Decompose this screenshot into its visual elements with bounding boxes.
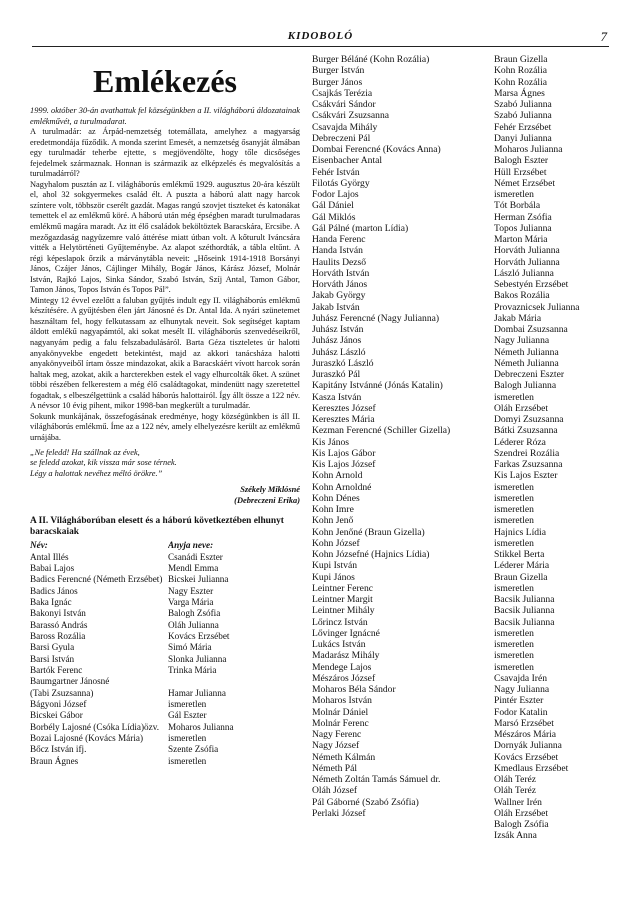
victim-name: Mendege Lajos [312, 661, 372, 673]
victim-name: Kohn Dénes [312, 492, 360, 504]
mother-name: ismeretlen [168, 755, 207, 766]
list-row [30, 620, 300, 631]
victim-name: Kupi István [312, 560, 358, 572]
mother-name: Németh Julianna [494, 357, 559, 369]
victim-name: (Tabi Zsuzsanna) [30, 687, 94, 698]
victim-name: Molnár Dániel [312, 706, 369, 718]
victim-name: Keresztes József [312, 402, 376, 414]
mother-name: ismeretlen [494, 189, 534, 200]
poem-line: Légy a halottak nevéhez méltó örökre.” [30, 468, 163, 478]
list-heading: A II. Világháborúban elesett és a háború következtében elhunyt baracskaiak [30, 516, 284, 538]
mother-name: Mészáros Mária [494, 729, 557, 740]
victim-name: Horváth János [312, 279, 368, 290]
mothers-list-c [494, 54, 616, 842]
victim-name: Burger János [312, 76, 363, 88]
victim-name: Kupi János [312, 571, 355, 583]
mother-name: ismeretlen [168, 699, 207, 710]
victim-name: Kohn József [312, 537, 360, 549]
victim-name: Eisenbacher Antal [312, 155, 383, 167]
mother-name: ismeretlen [494, 391, 534, 403]
mother-name: Farkas Zsuzsanna [494, 459, 563, 470]
victim-name: Barsi Gyula [30, 642, 75, 653]
victim-name: Baross Rozália [30, 630, 86, 641]
mother-name: Bacsik Julianna [494, 616, 555, 628]
article-intro: 1999. október 30-án avathattuk fel községünkben a II. világháború áldozatainak emlékművét, a turulmadarat. [30, 106, 300, 126]
victim-name: Fodor Lajos [312, 189, 359, 200]
list-row [30, 597, 300, 608]
mother-name: Tót Borbála [494, 200, 541, 212]
list-row [30, 722, 300, 733]
mother-name: Kmedlaus Erzsébet [494, 762, 569, 774]
poem [30, 448, 300, 480]
page-header [32, 30, 609, 47]
list-row [30, 756, 300, 767]
victim-name: Kohn Arnold [312, 470, 363, 482]
mother-name: ismeretlen [168, 733, 207, 744]
list-row [30, 676, 300, 687]
list-row [30, 608, 300, 619]
list-row [30, 654, 300, 665]
mother-name: Kohn Rozália [494, 76, 548, 88]
victim-name: Bágyoni József [30, 699, 87, 710]
victim-name: Kohn Arnoldné [312, 481, 372, 493]
victim-name: Nagy József [312, 740, 360, 752]
mother-name: Stikkel Berta [494, 549, 545, 560]
mother-name: ismeretlen [494, 650, 534, 662]
victim-name: Barsi István [30, 653, 75, 664]
mother-name: Nagy Eszter [168, 585, 214, 596]
mother-name: Danyi Julianna [494, 132, 552, 144]
mother-name: Balogh Zsófia [168, 608, 221, 619]
mother-name: Oláh Julianna [168, 619, 219, 630]
victim-name: Barassó András [30, 619, 88, 630]
signature-maiden-name: (Debreczeni Erika) [234, 495, 300, 505]
mother-name: Mendl Emma [168, 562, 219, 573]
victim-name: Lukács István [312, 639, 366, 650]
victim-name: Kis János [312, 436, 350, 448]
mother-name: Bakos Rozália [494, 290, 550, 302]
mother-name: Szente Zsófia [168, 744, 219, 755]
victim-name: Kohn Imre [312, 504, 354, 515]
victim-name: Kohn Józsefné (Hajnics Lídia) [312, 549, 430, 560]
poem-line: se feledd azokat, kik vissza már sose térnek. [30, 458, 177, 468]
victim-name: Kis Lajos Gábor [312, 447, 376, 459]
victim-name: Haulits Dezső [312, 256, 367, 268]
mother-name: Kohn Rozália [494, 65, 548, 77]
article-paragraph: Nagyhalom pusztán az I. világháborús emlékmű 1929. augusztus 20-ára készült el, ahol 32 sokgyermekes család élt. A puszta a háború alatt nagy harcok színtere volt, többször cserélt gazdát. Magas rangú szovjet tiszteket és katonákat temettek el az emlékmű köré. A háború után még épségben maradt turulmadaras emlékmű magára maradt. Az itt élő családok beköltöztek Baracskára, Ercsibe. A mezőgazdaság nagyüzemre való áttérése miatt útban volt. A kőturult Iváncsára vitték a Helytörténeti Gyűjteménybe. Az alapot széthordták, a tábla eltűnt. A régi képeslapok őrzik a márványtábla neveit: „Hőseink 1914-1918 Borsányi János, Czájer János, Cájlinger Mihály, Bogár János, Kárász József, Molnár István, Rajkó Lajos, Sinka Sándor, Szabó István, Szíj Antal, Tamon Gábor, Tamon János, Topos István és Topos Pál”. [30, 179, 300, 295]
mother-name: ismeretlen [494, 492, 534, 504]
mother-name: Oláh Erzsébet [494, 807, 549, 819]
mother-name: Hüll Erzsébet [494, 166, 547, 178]
victim-name: Leintner Margit [312, 594, 373, 605]
victim-name: Dombai Ferencné (Kovács Anna) [312, 144, 441, 155]
list-row [30, 586, 300, 597]
mother-name: Simó Mária [168, 642, 212, 653]
mother-name: Nagy Julianna [494, 684, 550, 695]
list-row [30, 563, 300, 574]
victim-name: Juhász Ferencné (Nagy Julianna) [312, 312, 440, 324]
mother-name: Dombai Zsuzsanna [494, 324, 568, 335]
mother-name: Oláh Teréz [494, 774, 537, 785]
mother-name: Debreczeni Eszter [494, 369, 565, 380]
list-row [30, 688, 300, 699]
victim-name: Németh Kálmán [312, 751, 376, 763]
article-column [30, 54, 300, 767]
mother-name: Horváth Julianna [494, 245, 560, 257]
victim-name: Moharos István [312, 695, 372, 707]
mother-name: Trinka Mária [168, 665, 217, 676]
mother-name: Csanádi Eszter [168, 551, 223, 562]
mother-name: Varga Mária [168, 596, 214, 607]
mother-name: Marsa Ágnes [494, 87, 545, 99]
victim-name: Csákvári Zsuzsanna [312, 110, 389, 122]
mother-name: Léderer Róza [494, 436, 546, 448]
list-row [30, 574, 300, 585]
mother-name: Topos Julianna [494, 222, 552, 234]
mother-name: Jakab Mária [494, 312, 542, 324]
victim-name: Lőrincz István [312, 616, 368, 628]
victim-name: Jakab István [312, 301, 360, 313]
mother-name: Bacsik Julianna [494, 605, 555, 617]
list-row [30, 744, 300, 755]
victim-name: Pál Gáborné (Szabó Zsófia) [312, 796, 419, 808]
victim-name: Bartók Ferenc [30, 665, 83, 676]
mother-name: Gál Eszter [168, 710, 207, 721]
page-number: 7 [600, 29, 607, 44]
victim-name: Bőcz István ifj. [30, 744, 87, 755]
poem-line: „Ne feledd! Ha szállnak az évek, [30, 447, 140, 457]
list-header-row [30, 540, 300, 551]
mother-name: Kovács Erzsébet [494, 751, 559, 763]
victim-name: Oláh József [312, 785, 358, 797]
victim-name: Nagy Ferenc [312, 729, 362, 740]
list-row [30, 699, 300, 710]
victim-name: Baumgartner Jánosné [30, 676, 110, 687]
victim-name: Bicskei Gábor [30, 710, 83, 721]
list-row [30, 552, 300, 563]
victim-name: Kapitány Istvánné (Jónás Katalin) [312, 380, 443, 392]
victim-name: Kezman Ferencné (Schiller Gizella) [312, 425, 451, 437]
victim-name: Jakab György [312, 290, 366, 302]
victim-name: Juhász István [312, 324, 364, 335]
victim-name: Badics Ferencné (Németh Erzsébet) [30, 574, 163, 585]
mother-name: Marton Mária [494, 234, 548, 245]
list-row [30, 665, 300, 676]
victim-name: Burger Béláné (Kohn Rozália) [312, 54, 430, 65]
victim-name: Filotás György [312, 177, 370, 189]
article-title: Emlékezés [93, 63, 237, 99]
mother-name: Kovács Erzsébet [168, 630, 230, 641]
mother-name: Oláh Erzsébet [494, 402, 549, 414]
victim-name: Madarász Mihály [312, 650, 380, 662]
mother-name: ismeretlen [494, 537, 534, 549]
mother-name: Balogh Eszter [494, 155, 549, 167]
mother-name: Braun Gizella [494, 54, 548, 65]
article-paragraph: Mintegy 12 évvel ezelőtt a faluban gyűjtés indult egy II. világháborús emlékmű készítésére. A gyűjtésben élen járt Jánosné és Dr. Antal Ida. A nyári szünetemet használtam fel, hogy felkutassam az elhunytak neveit. Sok segítséget kaptam áldott emlékű nagyapámtól, aki sokat mesélt II. világháborús szenvedéseikről, nagyanyám pedig a falu felszabadulásáról. Barta Géza tiszteletes úr halotti anyakönyvekbe engedett betekintést, majd az akkori tanácsháza halotti anyakönyveiből írtam össze mindazokat, akik a Baracskáért vívott harcok során haltak meg, azokat, akik a harcterekben estek el vagy elhurcolták őket. A szünet többi részében felkerestem a még élő családtagokat, mindenütt nagy szeretettel fogadtak, s elbeszélgettünk a család háborús halottairól. Így állt össze a 122 név. A névsor 10 évig pihent, mikor 1998-ban megkerült a turulmadár. [30, 295, 300, 411]
mother-name: ismeretlen [494, 504, 534, 515]
victim-name: Bakonyi István [30, 608, 86, 619]
victim-name: Badics János [30, 585, 78, 596]
mother-name: ismeretlen [494, 661, 534, 673]
mother-name: Oláh Teréz [494, 785, 537, 797]
victim-name: Debreczeni Pál [312, 132, 371, 144]
victim-name: Juhász János [312, 335, 362, 347]
victim-name: Perlaki József [312, 807, 366, 819]
mother-name: ismeretlen [494, 627, 534, 639]
victim-name: Burger István [312, 65, 365, 77]
victim-name: Németh Zoltán Tamás Sámuel dr. [312, 774, 441, 785]
article-paragraph: A turulmadár: az Árpád-nemzetség totemállata, amelyhez a magyarság eredetmondája fűződik. A monda szerint Emesét, a nemzetség ősanyját álmában egy turulmadár teherbe ejtette, s megjövendölte, hogy tőle dicsőséges fejedelmek származnak. Honnan is származik az elképzelés és megvalósítás a turulmadárról? [30, 127, 300, 179]
victim-name: Handa István [312, 245, 363, 257]
mother-name: Német Erzsébet [494, 177, 555, 189]
mother-name: Balogh Zsófia [494, 819, 549, 830]
list-row [30, 733, 300, 744]
victim-name: Gál Dániel [312, 200, 354, 212]
victim-name: Borbély Lajosné (Csóka Lídia)özv. [30, 721, 160, 732]
mother-name: Szabó Julianna [494, 99, 552, 110]
victim-name: Molnár Ferenc [312, 717, 369, 729]
mother-name: Bacsik Julianna [494, 594, 555, 605]
article-paragraph: Sokunk munkájának, összefogásának eredménye, hogy községünkben is áll II. világháborús emlékmű. Íme az a 122 név, amely elhelyezésre került az emlékmű urnájába. [30, 411, 300, 442]
mother-name: Pintér Eszter [494, 695, 544, 707]
mother-name: Horváth Julianna [494, 256, 560, 268]
victim-name: Csavajda Mihály [312, 121, 378, 133]
list-row [30, 631, 300, 642]
mother-name: Kis Lajos Eszter [494, 470, 558, 482]
mother-name: Dornyák Julianna [494, 740, 562, 752]
victim-name: Baka Ignác [30, 596, 72, 607]
victim-name: Leintner Ferenc [312, 582, 373, 594]
mother-name: Herman Zsófia [494, 211, 552, 223]
mother-name: Braun Gizella [494, 571, 548, 583]
mother-name: Slonka Julianna [168, 653, 227, 664]
victims-list-b [312, 54, 492, 819]
victim-name: Kasza István [312, 391, 362, 403]
mother-name: Csavajda Irén [494, 672, 548, 684]
victim-name: Antal Illés [30, 551, 69, 562]
victims-list-a [30, 552, 300, 768]
mother-name: Balogh Julianna [494, 380, 557, 392]
mother-name: László Julianna [494, 267, 554, 279]
victim-name: Lővinger Ignácné [312, 627, 380, 639]
masthead: KIDOBOLÓ [287, 30, 354, 42]
list-row [30, 642, 300, 653]
victim-name: Babai Lajos [30, 562, 75, 573]
mother-name: ismeretlen [494, 582, 534, 594]
mother-name: Bicskei Julianna [168, 574, 229, 585]
mother-name: Léderer Mária [494, 560, 550, 572]
mother-name: Bátki Zsuzsanna [494, 425, 558, 437]
mother-name: Németh Julianna [494, 346, 559, 358]
mother-name: ismeretlen [494, 481, 534, 493]
mother-header: Anyja neve: [168, 540, 214, 551]
name-header: Név: [30, 540, 48, 551]
mother-name: Marsó Erzsébet [494, 717, 554, 729]
mother-name: Wallner Irén [494, 796, 542, 808]
victim-name: Kohn Jenőné (Braun Gizella) [312, 526, 425, 538]
mother-name: Fehér Erzsébet [494, 121, 552, 133]
mother-name: Domyi Zsuzsanna [494, 414, 564, 425]
victim-name: Németh Pál [312, 762, 358, 774]
mother-name: Nagy Julianna [494, 335, 550, 347]
victim-name: Gál Pálné (marton Lídia) [312, 222, 409, 234]
victim-name: Kohn Jenő [312, 515, 354, 527]
victim-name: Horváth István [312, 267, 370, 279]
victim-name: Kis Lajos József [312, 459, 376, 470]
mother-name: Sebestyén Erzsébet [494, 279, 569, 290]
mother-name: Moharos Julianna [494, 144, 563, 155]
victim-name: Juraszkó Pál [312, 369, 361, 380]
mother-name: Hamar Julianna [168, 687, 226, 698]
victim-name: Braun Ágnes [30, 755, 79, 766]
mother-name: Fodor Katalin [494, 706, 548, 718]
victim-name: Handa Ferenc [312, 234, 366, 245]
mother-name: ismeretlen [494, 639, 534, 650]
signature [30, 485, 300, 506]
mother-name: Szabó Julianna [494, 110, 552, 122]
victim-name: Moharos Béla Sándor [312, 684, 396, 695]
signature-name: Székely Miklósné [240, 485, 300, 495]
mother-name: Hajnics Lídia [494, 526, 546, 538]
mother-name [168, 676, 300, 687]
mother-name: Provaznicsek Julianna [494, 301, 580, 313]
victim-name: Gál Miklós [312, 211, 356, 223]
victim-name: Csajkás Terézia [312, 87, 373, 99]
victim-name: Keresztes Mária [312, 414, 375, 425]
victim-name: Fehér István [312, 166, 360, 178]
victim-name: Juraszkó László [312, 357, 374, 369]
victim-name: Mészáros József [312, 672, 376, 684]
victim-name: Csákvári Sándor [312, 99, 376, 110]
mother-name: ismeretlen [494, 515, 534, 527]
victim-name: Juhász László [312, 346, 366, 358]
victim-name: Bozai Lajosné (Kovács Mária) [30, 733, 144, 744]
victim-name: Leintner Mihály [312, 605, 375, 617]
list-row [30, 710, 300, 721]
mother-name: Szendrei Rozália [494, 447, 560, 459]
mother-name: Moharos Julianna [168, 721, 234, 732]
mother-name: Izsák Anna [494, 830, 537, 842]
